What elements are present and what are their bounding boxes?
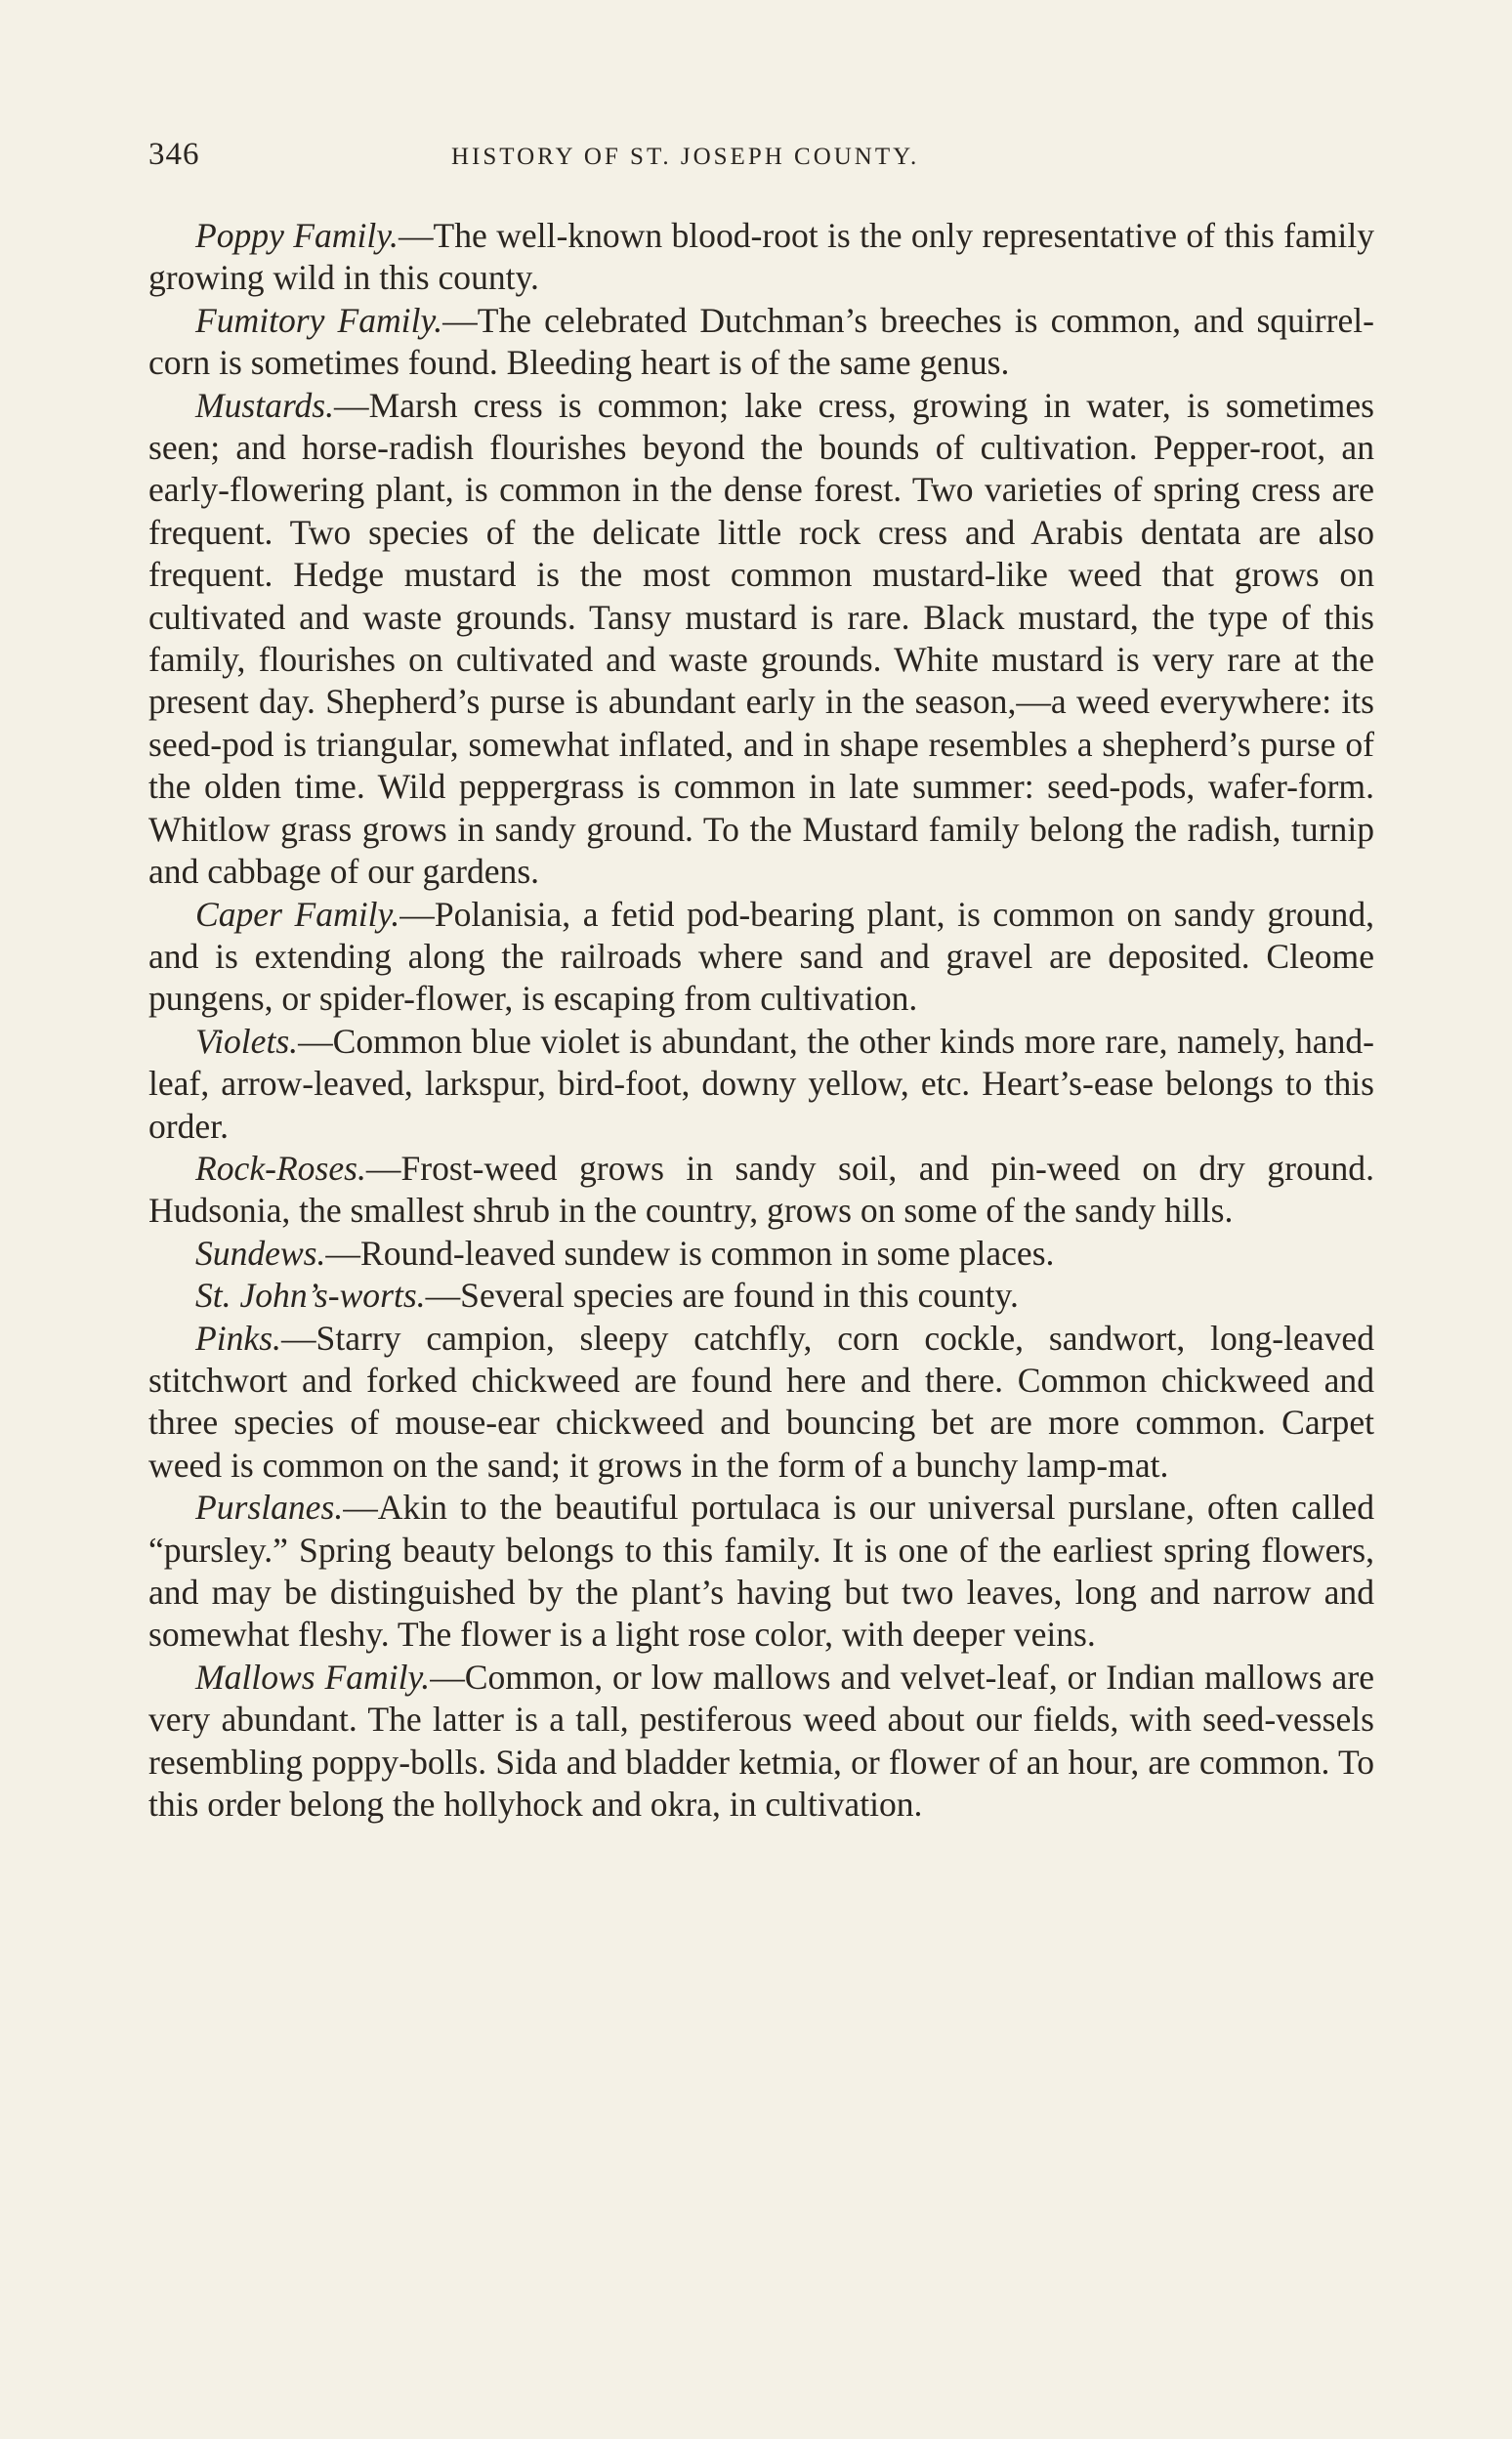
paragraph-heading: Rock-Roses.	[195, 1148, 366, 1188]
paragraph-heading: Pinks.	[195, 1318, 281, 1358]
paragraph-heading: Mustards.	[195, 385, 334, 425]
book-page	[148, 137, 1374, 1826]
paragraph-heading: Purslanes.	[195, 1488, 344, 1528]
running-title: HISTORY OF ST. JOSEPH COUNTY.	[451, 144, 920, 170]
paragraph-violets	[148, 1021, 1374, 1148]
paragraph-heading: Caper Family.	[195, 894, 400, 934]
paragraph-heading: St. John’s-worts.	[195, 1276, 426, 1316]
page-header	[148, 137, 1374, 195]
paragraph-text: —Common blue violet is abundant, the other kinds more rare, namely, hand-leaf, arrow-leaved, larkspur, bird-foot, downy yellow, etc. Heart’s-ease belongs to this order.	[148, 1021, 1374, 1146]
paragraph-text: —The celebrated Dutchman’s breeches is common, and squirrel-corn is sometimes found. Bleeding heart is of the same genus.	[148, 300, 1374, 383]
paragraph-purslanes	[148, 1487, 1374, 1657]
body-text	[148, 215, 1374, 1826]
paragraph-heading: Mallows Family.	[195, 1657, 431, 1697]
paragraph-st-johns-worts	[148, 1275, 1374, 1317]
paragraph-text: —Starry campion, sleepy catchfly, corn cockle, sandwort, long-leaved stitchwort and forked chickweed are found here and there. Common chickweed and three species of mouse-ear chickweed and bouncing bet are more common. Carpet weed is common on the sand; it grows in the form of a bunchy lamp-mat.	[148, 1318, 1374, 1485]
paragraph-text: —Marsh cress is common; lake cress, growing in water, is sometimes seen; and horse-radish flourishes beyond the bounds of cultivation. Pepper-root, an early-flowering plant, is common in the dense forest. Two varieties of spring cress are frequent. Two species of the delicate little rock cress and Arabis dentata are also frequent. Hedge mustard is the most common mustard-like weed that grows on cultivated and waste grounds. Tansy mustard is rare. Black mustard, the type of this family, flourishes on cultivated and waste grounds. White mustard is very rare at the present day. Shepherd’s purse is abundant early in the season,—a weed everywhere: its seed-pod is triangular, somewhat inflated, and in shape resembles a shepherd’s purse of the olden time. Wild peppergrass is common in late summer: seed-pods, wafer-form. Whitlow grass grows in sandy ground. To the Mustard family belong the radish, turnip and cabbage of our gardens.	[148, 385, 1374, 892]
paragraph-fumitory-family	[148, 300, 1374, 385]
paragraph-caper-family	[148, 894, 1374, 1021]
paragraph-text: —Frost-weed grows in sandy soil, and pin-weed on dry ground. Hudsonia, the smallest shrub in the country, grows on some of the sandy hills.	[148, 1148, 1374, 1231]
paragraph-text: —Akin to the beautiful portulaca is our universal purslane, often called “pursley.” Spring beauty belongs to this family. It is one of the earliest spring flowers, and may be distinguished by the plant’s having but two leaves, long and narrow and somewhat fleshy. The flower is a light rose color, with deeper veins.	[148, 1488, 1374, 1655]
paragraph-mallows-family	[148, 1657, 1374, 1827]
page-number: 346	[148, 137, 200, 172]
paragraph-text: —The well-known blood-root is the only representative of this family growing wild in this county.	[148, 216, 1374, 298]
paragraph-text: —Round-leaved sundew is common in some places.	[325, 1233, 1055, 1273]
paragraph-poppy-family	[148, 215, 1374, 300]
paragraph-heading: Sundews.	[195, 1233, 326, 1273]
paragraph-text: —Several species are found in this county.	[425, 1276, 1019, 1316]
paragraph-heading: Fumitory Family.	[195, 300, 443, 340]
paragraph-heading: Poppy Family.	[195, 216, 399, 255]
paragraph-pinks	[148, 1318, 1374, 1488]
paragraph-sundews	[148, 1233, 1374, 1275]
paragraph-text: —Polanisia, a fetid pod-bearing plant, is common on sandy ground, and is extending along the railroads where sand and gravel are deposited. Cleome pungens, or spider-flower, is escaping from cultivation.	[148, 894, 1375, 1019]
paragraph-mustards	[148, 385, 1374, 894]
paragraph-text: —Common, or low mallows and velvet-leaf, or Indian mallows are very abundant. The latter is a tall, pestiferous weed about our fields, with seed-vessels resembling poppy-bolls. Sida and bladder ketmia, or flower of an hour, are common. To this order belong the hollyhock and okra, in cultivation.	[148, 1657, 1374, 1825]
paragraph-heading: Violets.	[195, 1021, 299, 1061]
paragraph-rock-roses	[148, 1148, 1374, 1233]
